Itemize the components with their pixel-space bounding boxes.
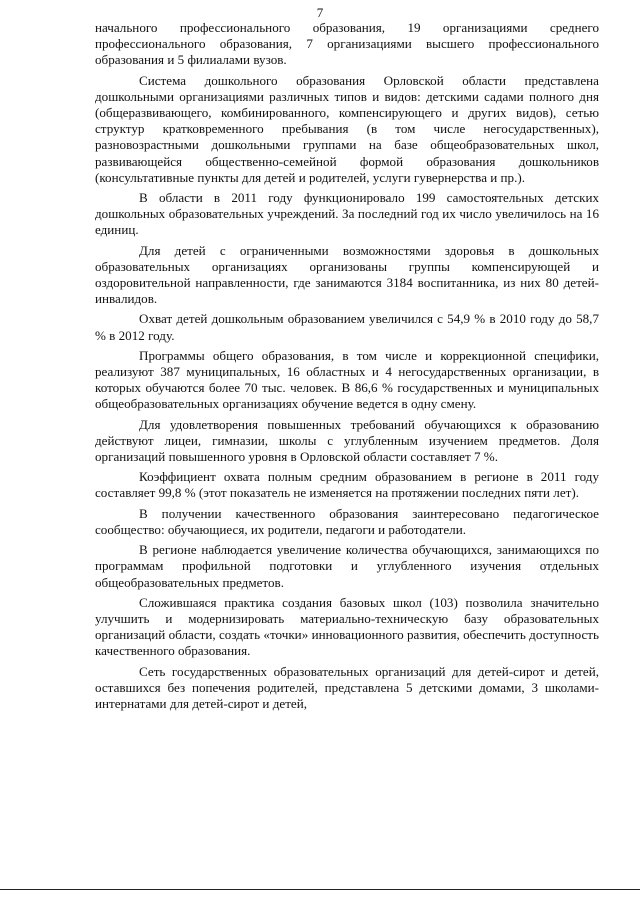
paragraph: Сеть государственных образовательных организаций для детей-сирот и детей, оставшихся без попечения родителей, представлена 5 детскими домами, 3 школами-интернатами для детей-сирот и детей, bbox=[95, 663, 599, 711]
bottom-divider bbox=[0, 889, 640, 890]
paragraph: Система дошкольного образования Орловской области представлена дошкольными организациями различных типов и видов: детскими садами полного дня (общеразвивающего, комбинированного, компенсирующего и других видов), сетью структур кратковременного пребывания (в том числе негосударственных), разновозрастными дошкольными группами на базе общеобразовательных школ, развивающейся общественно-семейной формой образования дошкольников (консультативные пункты для детей и родителей, услуги гувернерства и пр.). bbox=[95, 72, 599, 185]
paragraph: Сложившаяся практика создания базовых школ (103) позволила значительно улучшить и модернизировать материально-техническую базу образовательных организаций области, создать «точки» инновационного развития, обеспечить доступность качественного образования. bbox=[95, 594, 599, 659]
paragraph: В регионе наблюдается увеличение количества обучающихся, занимающихся по программам профильной подготовки и углубленного изучения отдельных общеобразовательных предметов. bbox=[95, 542, 599, 590]
paragraph: В области в 2011 году функционировало 199 самостоятельных детских дошкольных образовательных учреждений. За последний год их число увеличилось на 16 единиц. bbox=[95, 190, 599, 238]
paragraph: Коэффициент охвата полным средним образованием в регионе в 2011 году составляет 99,8 % (этот показатель не изменяется на протяжении последних пяти лет). bbox=[95, 469, 599, 501]
paragraph: Охват детей дошкольным образованием увеличился с 54,9 % в 2010 году до 58,7 % в 2012 году. bbox=[95, 311, 599, 343]
paragraph: начального профессионального образования, 19 организациями среднего профессионального образования, 7 организациями высшего профессионального образования и 5 филиалами вузов. bbox=[95, 20, 599, 68]
page-number: 7 bbox=[316, 5, 324, 20]
body-text bbox=[95, 20, 599, 712]
paragraph: В получении качественного образования заинтересовано педагогическое сообщество: обучающиеся, их родители, педагоги и работодатели. bbox=[95, 505, 599, 537]
paragraph: Программы общего образования, в том числе и коррекционной специфики, реализуют 387 муниципальных, 16 областных и 4 негосударственных организации, в которых обучаются более 70 тыс. человек. В 86,6 % государственных и муниципальных общеобразовательных организациях обучение ведется в одну смену. bbox=[95, 347, 599, 412]
paragraph: Для детей с ограниченными возможностями здоровья в дошкольных образовательных организациях организованы группы компенсирующей и оздоровительной направленности, где занимаются 3184 воспитанника, из них 80 детей-инвалидов. bbox=[95, 242, 599, 307]
paragraph: Для удовлетворения повышенных требований обучающихся к образованию действуют лицеи, гимназии, школы с углубленным изучением предметов. Доля организаций повышенного уровня в Орловской области составляет 7 %. bbox=[95, 416, 599, 465]
